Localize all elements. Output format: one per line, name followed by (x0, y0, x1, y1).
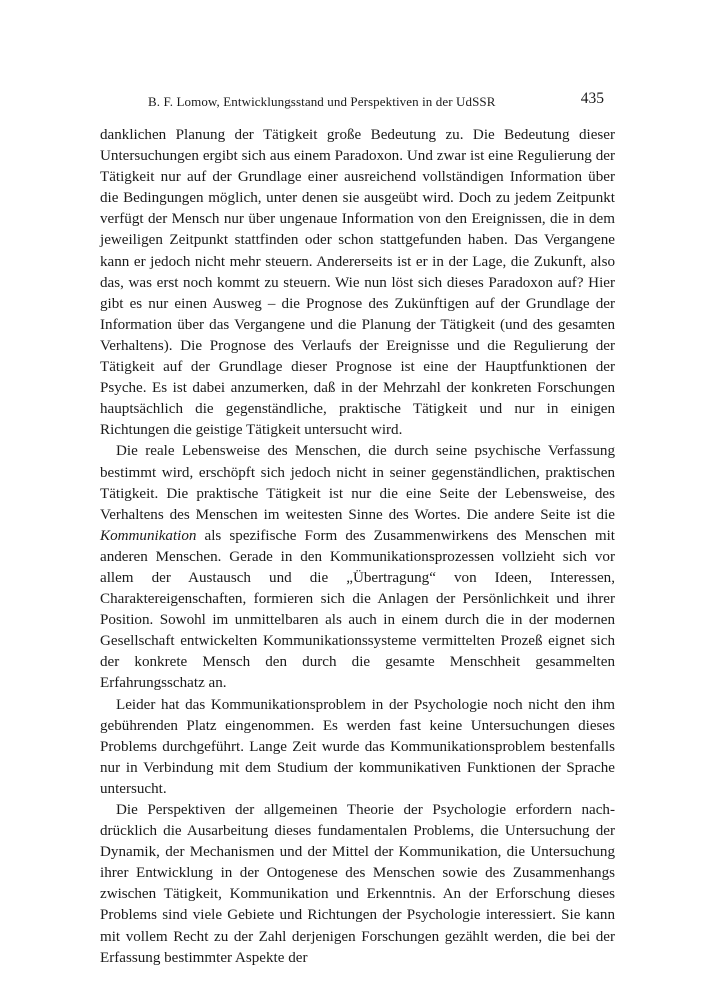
body-text (100, 125, 615, 969)
paragraph-1: danklichen Planung der Tätigkeit große Bedeutung zu. Die Bedeutung dieser Untersuchungen ergibt sich aus einem Paradoxon. Und zwar ist eine Regulierung der Tätigkeit nur auf der Grundlage einer ausreichend vollständigen Information über die Bedingungen möglich, unter denen sie ausgeübt wird. Doch zu jedem Zeitpunkt verfügt der Mensch nur über ungenaue Information von den Ereignissen, die in dem jeweiligen Zeitpunkt stattfinden oder schon stattgefunden haben. Das Vergangene kann er jedoch nicht mehr steuern. Andererseits ist er in der Lage, die Zukunft, also das, was erst noch kommt zu steuern. Wie nun löst sich dieses Paradoxon auf? Hier gibt es nur einen Ausweg – die Prognose des Zukünftigen auf der Grundlage der Information über das Vergangene und die Planung der Tätigkeit (und des gesamten Verhaltens). Die Prognose des Verlaufs der Ereignisse und die Regulierung der Tätigkeit auf der Grundlage dieser Prognose ist eine der Hauptfunktionen der Psyche. Es ist dabei anzumerken, daß in der Mehrzahl der konkreten Forschungen hauptsächlich die gegenständliche, praktische Tätigkeit und nur in einigen Richtungen die geistige Tätigkeit untersucht wird. (100, 127, 615, 439)
emphasis-kommunikation: Kommunikation (100, 527, 197, 544)
paragraph-4: Die Perspektiven der allgemeinen Theorie der Psychologie erfordern nachdrücklich die Ausarbeitung dieses fundamentalen Problems, die Untersuchung der Dynamik, der Mechanismen und der Mittel der Kommunikation, die Untersuchung ihrer Entwicklung in der Ontogenese des Menschen sowie des Zusammenhangs zwischen Tätigkeit, Kommunikation und Erkenntnis. An der Erforschung dieses Problems sind viele Gebiete und Richtungen der Psychologie interessiert. Sie kann mit vollem Recht zu der Zahl derjenigen Forschungen gezählt werden, die bei der Erfassung bestimmter Aspekte der (100, 802, 615, 966)
page-number: 435 (580, 90, 604, 107)
paragraph-2: Die reale Lebensweise des Menschen, die durch seine psychische Verfassung bestimmt wird, erschöpft sich jedoch nicht in seiner gegenständlichen, praktischen Tätigkeit. Die praktische Tätigkeit ist nur die eine Seite der Lebensweise, des Verhaltens des Menschen im weitesten Sinne des Wortes. Die andere Seite ist die Kommunikation als spezifische Form des Zusammenwirkens des Menschen mit anderen Menschen. Gerade in den Kommunikationsprozessen vollzieht sich vor allem der Austausch und die „Übertragung“ von Ideen, Interessen, Charaktereigenschaften, formieren sich die Anlagen der Persönlichkeit und ihrer Position. Sowohl im unmittelbaren als auch in einem durch die in der modernen Gesellschaft entwickelten Kommunikationssysteme vermittelten Prozeß eignet sich der konkrete Mensch den durch die gesamte Menschheit gesammelten Erfahrungsschatz an. (100, 443, 615, 692)
running-head: B. F. Lomow, Entwicklungsstand und Perspektiven in der UdSSR (148, 94, 496, 109)
paragraph-3: Leider hat das Kommunikationsproblem in der Psychologie noch nicht den ihm gebührenden Platz eingenommen. Es werden fast keine Untersuchungen dieses Problems durchgeführt. Lange Zeit wurde das Kommunikationsproblem bestenfalls nur in Verbindung mit dem Studium der kommunikativen Funktionen der Sprache untersucht. (100, 696, 615, 797)
page-header (0, 90, 708, 114)
